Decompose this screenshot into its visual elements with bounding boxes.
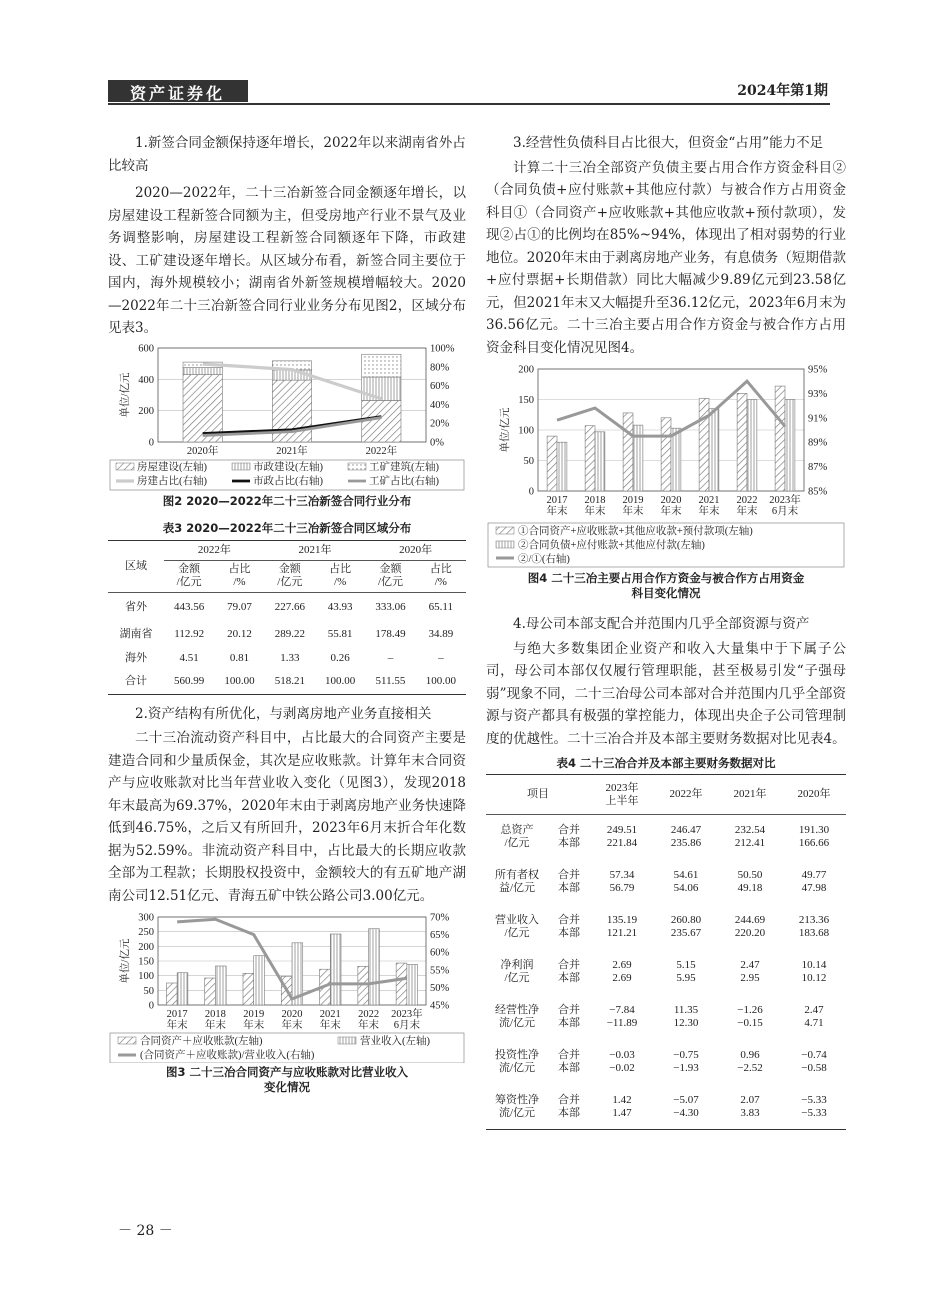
- t3-region-cell: 合计: [125, 675, 147, 688]
- t4-scope: 合并 本部: [558, 1004, 580, 1029]
- legend-label: 营业收入(左轴): [360, 1036, 430, 1047]
- bar: [205, 978, 216, 1005]
- x-tick-label: 2023年: [769, 495, 801, 506]
- y2-tick-label: 85%: [808, 486, 828, 498]
- x-tick-label: 2021: [319, 1009, 341, 1020]
- t3-region-cell: 海外: [125, 651, 147, 664]
- t4-item-name: 总资产 /亿元: [500, 824, 534, 850]
- t4-period-2022: 2022年: [669, 788, 703, 800]
- t3-row: [108, 670, 466, 694]
- x-tick-label: 2018: [584, 495, 606, 506]
- bar: [785, 400, 795, 492]
- y2-tick-label: 0%: [430, 437, 444, 448]
- bar: [396, 963, 407, 1005]
- t4-row: [486, 815, 846, 860]
- bar-segment: [362, 376, 401, 400]
- x-tick-label: 2020: [281, 1009, 303, 1020]
- t4-value-cell: 2.07 3.83: [740, 1093, 760, 1119]
- y2-tick-label: 60%: [430, 380, 450, 392]
- x-tick-label: 2019: [622, 495, 644, 506]
- t4-value-cell: 10.14 10.12: [801, 959, 827, 984]
- t3-value-cell: 518.21: [274, 675, 305, 688]
- t4-item-name: 营业收入 /亿元: [495, 914, 539, 939]
- t3-year-2022: 2022年: [164, 540, 265, 560]
- t4-value-cell: 5.15 5.95: [676, 959, 696, 984]
- y-tick-label: 100: [518, 425, 534, 437]
- legend-swatch: [348, 463, 366, 470]
- t3-sub-share: 占比 /%: [429, 563, 452, 588]
- x-tick-label: 2021: [698, 495, 720, 506]
- figure-2-caption: 图2 2020—2022年二十三冶新签合同行业分布: [162, 493, 412, 508]
- table-3-caption: 表3 2020—2022年二十三冶新签合同区域分布: [162, 520, 412, 535]
- bar: [737, 393, 747, 491]
- y-axis-label: 单位/亿元: [500, 407, 511, 453]
- legend-label: 工矿占比(右轴): [369, 475, 439, 487]
- legend-label: (合同资产＋应收账款)/营业收入(右轴): [140, 1050, 315, 1061]
- y-tick-label: 150: [138, 956, 154, 968]
- legend-label: ②/①(右轴): [518, 554, 570, 565]
- x-tick-label: 年末: [736, 506, 758, 517]
- t4-item-name: 投资性净 流/亿元: [495, 1049, 539, 1074]
- y-tick-label: 250: [138, 927, 154, 939]
- x-tick-label: 年末: [358, 1020, 380, 1031]
- x-tick-label: 年末: [166, 1020, 188, 1031]
- t3-value-cell: 511.55: [375, 675, 406, 688]
- y-tick-label: 0: [528, 486, 534, 498]
- t4-value-cell: 57.34 56.79: [609, 869, 635, 894]
- t4-item-name: 经营性净 流/亿元: [495, 1004, 539, 1029]
- y2-tick-label: 91%: [808, 413, 828, 425]
- x-tick-label: 6月末: [393, 1020, 420, 1031]
- bar: [166, 983, 177, 1005]
- t4-value-cell: −0.74 −0.58: [801, 1049, 827, 1074]
- x-tick-label: 年末: [281, 1020, 303, 1031]
- legend-label: ①合同资产+应收账款+其他应收款+预付款项(左轴): [518, 526, 753, 537]
- t4-value-cell: −0.75 −1.93: [673, 1049, 699, 1074]
- legend-swatch: [118, 1037, 136, 1044]
- t3-value-cell: –: [387, 651, 394, 664]
- legend-swatch: [338, 1037, 356, 1044]
- legend-swatch: [496, 541, 514, 548]
- bar: [330, 934, 341, 1005]
- t3-value-cell: 178.49: [375, 627, 406, 640]
- t3-value-cell: 100.00: [425, 675, 456, 688]
- y2-tick-label: 45%: [430, 1000, 450, 1012]
- t4-value-cell: −7.84 −11.89: [606, 1004, 638, 1029]
- y-tick-label: 300: [138, 913, 154, 924]
- section-3-paragraph: 计算二十三冶全部资产负债主要占用合作方资金科目②（合同负债+应付账款+其他应付款）与被合作方占用资金科目①（合同资产+应收账款+其他应收款+预付款项），发现②占①的比例均在85%~94%，体现出了相对弱势的行业地位。2020年末由于剥离房地产业务，有息债务（短期借款+应付票据+长期借款）同比大幅减少9.89亿元到23.58亿元，但2021年末又大幅提升至36.12亿元，2023年6月末为36.56亿元。二十三冶主要占用合作方资金与被合作方占用资金科目变化情况见图4。: [486, 159, 846, 356]
- y-tick-label: 200: [138, 405, 154, 417]
- bar: [775, 386, 785, 491]
- t3-sub-share: 占比 /%: [228, 563, 251, 588]
- bar: [623, 413, 633, 491]
- bar: [358, 966, 369, 1005]
- x-tick-label: 年末: [243, 1020, 265, 1031]
- legend-label: 房建占比(右轴): [137, 475, 207, 487]
- y2-tick-label: 80%: [430, 361, 450, 373]
- y-tick-label: 0: [148, 437, 154, 448]
- legend-label: 市政占比(右轴): [253, 475, 323, 487]
- bar-segment: [362, 354, 401, 377]
- x-tick-label: 年末: [204, 1020, 226, 1031]
- bar-segment: [362, 400, 401, 442]
- t4-period-2021: 2021年: [733, 788, 767, 800]
- t4-period-2020: 2020年: [797, 788, 831, 800]
- t3-row: [108, 622, 466, 646]
- y-tick-label: 400: [138, 374, 154, 386]
- right-column: [486, 132, 846, 1130]
- section-2-paragraph: 二十三冶流动资产科目中，占比最大的合同资产主要是建造合同和少量质保金，其次是应收账款。计算年末合同资产与应收账款对比当年营业收入变化（见图3），发现2018年末最高为69.37%，2020年末由于剥离房地产业务快速降低到46.75%，之后又有所回升，2023年6月末折合年化数据为52.59%。非流动资产科目中，占比最大的长期应收款全部为工程款；长期股权投资中，金额较大的有五矿地产湖南公司12.51亿元、青海五矿中铁公路公司3.00亿元。: [108, 730, 466, 904]
- y2-tick-label: 95%: [808, 364, 828, 376]
- section-4-heading: 4.母公司本部支配合并范围内几乎全部资源与资产: [513, 616, 810, 632]
- t4-value-cell: 246.47 235.86: [670, 824, 702, 850]
- t3-value-cell: 0.26: [330, 651, 350, 664]
- t3-sub-amount: 金额 /亿元: [277, 563, 303, 588]
- bar: [747, 400, 757, 492]
- t3-year-2020: 2020年: [365, 540, 466, 560]
- t4-period-2023h1: 2023年 上半年: [605, 781, 639, 807]
- section-1-heading: 1.新签合同金额保持逐年增长，2022年以来湖南省外占比较高: [108, 135, 466, 174]
- t3-value-cell: 100.00: [224, 675, 255, 688]
- t3-value-cell: 55.81: [327, 627, 353, 640]
- y-tick-label: 50: [523, 456, 534, 467]
- y-tick-label: 200: [138, 941, 154, 953]
- bar: [547, 436, 557, 491]
- x-tick-label: 6月末: [771, 506, 799, 517]
- t3-value-cell: 443.56: [174, 600, 205, 613]
- figure-2-chart: [108, 344, 466, 492]
- y2-tick-label: 60%: [430, 947, 450, 959]
- t4-scope: 合并 本部: [558, 1049, 580, 1074]
- t3-sub-amount: 金额 /亿元: [176, 563, 202, 588]
- t3-value-cell: 20.12: [227, 627, 252, 640]
- bar: [215, 966, 226, 1005]
- y2-tick-label: 100%: [430, 343, 455, 354]
- y2-tick-label: 55%: [430, 965, 450, 977]
- issue-label: 2024年第1期: [737, 83, 828, 99]
- t4-value-cell: 2.69 2.69: [612, 959, 632, 984]
- x-tick-label: 2022年: [365, 445, 398, 457]
- t4-value-cell: 260.80 235.67: [670, 914, 702, 939]
- y-tick-label: 100: [138, 971, 154, 983]
- t4-row: [486, 1085, 846, 1130]
- t3-value-cell: 112.92: [174, 627, 205, 640]
- x-tick-label: 年末: [660, 506, 682, 517]
- legend-label: 房屋建设(左轴): [137, 461, 207, 473]
- section-2-heading: 2.资产结构有所优化，与剥离房地产业务直接相关: [135, 705, 432, 722]
- t4-value-cell: 54.61 54.06: [673, 869, 699, 894]
- t3-region-cell: 湖南省: [119, 627, 153, 640]
- legend-swatch: [232, 463, 250, 470]
- x-tick-label: 2018: [204, 1009, 226, 1020]
- bar: [177, 973, 188, 1005]
- x-tick-label: 年末: [698, 506, 720, 517]
- x-tick-label: 年末: [584, 506, 606, 517]
- t3-row: [108, 592, 466, 622]
- t4-value-cell: 11.35 12.30: [673, 1004, 699, 1029]
- x-tick-label: 2021年: [276, 445, 308, 457]
- bar: [585, 426, 595, 491]
- x-tick-label: 2023年: [391, 1009, 423, 1020]
- t4-value-cell: 0.96 −2.52: [737, 1049, 763, 1074]
- bar: [595, 432, 605, 491]
- legend-label: ②合同负债+应付账款+其他应付款(左轴): [518, 540, 705, 551]
- t3-row: [108, 646, 466, 670]
- left-column: [108, 132, 466, 1095]
- bar: [709, 409, 719, 491]
- x-tick-label: 年末: [622, 506, 644, 517]
- y-tick-label: 0: [148, 1000, 154, 1012]
- journal-title: 资产证券化: [108, 80, 248, 102]
- y-axis-label: 单位/亿元: [120, 938, 131, 984]
- t3-value-cell: 65.11: [428, 600, 453, 613]
- t4-scope: 合并 本部: [558, 914, 580, 939]
- bar: [243, 973, 254, 1005]
- x-tick-label: 2019: [243, 1009, 265, 1020]
- t4-value-cell: 135.19 121.21: [606, 914, 638, 939]
- t4-value-cell: 244.69 220.20: [734, 914, 766, 939]
- t4-item-header: 项目: [527, 788, 549, 800]
- t4-row: [486, 905, 846, 950]
- table-4: [486, 774, 846, 1130]
- t3-sub-amount: 金额 /亿元: [377, 563, 403, 588]
- t3-value-cell: 100.00: [325, 675, 356, 688]
- t4-value-cell: 50.50 49.18: [737, 869, 763, 894]
- t3-value-cell: 333.06: [375, 600, 406, 613]
- t3-sub-share: 占比 /%: [329, 563, 352, 588]
- bar: [369, 929, 380, 1005]
- y-tick-label: 150: [518, 395, 534, 406]
- bar: [671, 428, 681, 491]
- t4-value-cell: 232.54 212.41: [734, 824, 766, 850]
- t4-value-cell: −1.26 −0.15: [737, 1004, 763, 1029]
- t3-year-2021: 2021年: [265, 540, 366, 560]
- t4-scope: 合并 本部: [558, 869, 580, 894]
- t3-value-cell: 560.99: [174, 675, 205, 688]
- t4-value-cell: 2.47 4.71: [804, 1004, 824, 1029]
- legend-label: 工矿建筑(左轴): [369, 461, 439, 473]
- t3-region-cell: 省外: [125, 600, 147, 613]
- t4-scope: 合并 本部: [558, 1093, 580, 1119]
- x-tick-label: 2022: [358, 1009, 380, 1020]
- header-rule: [108, 103, 830, 105]
- t4-value-cell: 191.30 166.66: [798, 824, 830, 850]
- bar: [699, 398, 709, 491]
- t3-value-cell: 79.07: [227, 600, 252, 613]
- x-tick-label: 2022: [736, 495, 758, 506]
- legend-swatch: [116, 463, 134, 470]
- x-tick-label: 年末: [319, 1020, 341, 1031]
- y2-tick-label: 50%: [430, 982, 450, 994]
- t4-item-name: 所有者权 益/亿元: [495, 869, 539, 894]
- t4-value-cell: −5.07 −4.30: [673, 1093, 699, 1119]
- section-1-paragraph: 2020—2022年，二十三冶新签合同金额逐年增长，以房屋建设工程新签合同额为主，但受房地产行业不景气及业务调整影响，房屋建设工程新签合同额逐年下降，市政建设、工矿建设逐年增长。从区域分布看，新签合同主要位于国内，海外规模较小；湖南省外新签规模增幅较大。2020—2022年二十三冶新签合同行业业务分布见图2，区域分布见表3。: [108, 185, 466, 336]
- bar: [254, 956, 265, 1005]
- section-3-heading: 3.经营性负债科目占比很大，但资金“占用”能力不足: [513, 135, 824, 151]
- t4-value-cell: −5.33 −5.33: [801, 1093, 827, 1119]
- bar: [661, 418, 671, 491]
- t4-row: [486, 950, 846, 995]
- t3-value-cell: 227.66: [274, 600, 305, 613]
- bar: [407, 965, 418, 1005]
- t4-scope: 合并 本部: [558, 959, 580, 984]
- page-number: － 28 －: [118, 1223, 173, 1239]
- table-4-caption: 表4 二十三冶合并及本部主要财务数据对比: [556, 756, 776, 770]
- t4-item-name: 净利润 /亿元: [500, 959, 534, 984]
- t3-value-cell: –: [438, 651, 444, 664]
- legend-swatch: [496, 527, 514, 534]
- y-axis-label: 单位/亿元: [120, 372, 131, 417]
- bar: [557, 442, 567, 491]
- legend-label: 合同资产＋应收账款(左轴): [140, 1036, 263, 1047]
- t3-value-cell: 4.51: [179, 651, 199, 664]
- t3-value-cell: 34.89: [428, 627, 454, 640]
- y-tick-label: 50: [143, 985, 154, 997]
- y2-tick-label: 65%: [430, 930, 450, 942]
- y2-tick-label: 70%: [430, 913, 450, 924]
- t4-row: [486, 995, 846, 1040]
- figure-3-chart: [108, 913, 466, 1063]
- t4-value-cell: 213.36 183.68: [798, 914, 830, 939]
- y2-tick-label: 87%: [808, 462, 828, 474]
- section-4-paragraph: 与绝大多数集团企业资产和收入大量集中于下属子公司，母公司本部仅仅履行管理职能，甚至极易引发“子强母弱”现象不同，二十三冶母公司本部对合并范围内几乎全部资源与资产都具有极强的掌控能力，体现出央企子公司管理制度的优越性。二十三冶合并及本部主要财务数据对比见表4。: [486, 640, 846, 747]
- bar-segment: [183, 367, 222, 374]
- t3-region-header: 区域: [125, 559, 147, 572]
- t4-scope: 合并 本部: [558, 824, 580, 850]
- y2-tick-label: 20%: [430, 418, 450, 430]
- t3-value-cell: 0.81: [229, 651, 250, 664]
- y2-tick-label: 89%: [808, 437, 828, 449]
- x-tick-label: 2017: [166, 1009, 188, 1020]
- y-tick-label: 200: [518, 364, 534, 376]
- figure-4-chart: [486, 363, 846, 569]
- y2-tick-label: 40%: [430, 399, 450, 411]
- t4-row: [486, 1040, 846, 1085]
- x-tick-label: 2017: [546, 495, 568, 506]
- t3-value-cell: 1.33: [280, 651, 300, 664]
- t3-value-cell: 43.93: [327, 600, 353, 613]
- table-3: [108, 540, 466, 695]
- t4-value-cell: 249.51 221.84: [606, 824, 638, 850]
- t3-value-cell: 289.22: [274, 627, 305, 640]
- t4-value-cell: 2.47 2.95: [740, 959, 760, 984]
- x-tick-label: 2020年: [186, 445, 219, 457]
- figure-3-caption: 图3 二十三冶合同资产与应收账款对比营业收入 变化情况: [165, 1065, 408, 1094]
- x-tick-label: 年末: [546, 506, 568, 517]
- y2-tick-label: 93%: [808, 388, 828, 400]
- t4-item-name: 筹资性净 流/亿元: [495, 1093, 539, 1119]
- x-tick-label: 2020: [660, 495, 682, 506]
- figure-4-caption: 图4 二十三冶主要占用合作方资金与被合作方占用资金 科目变化情况: [527, 571, 805, 600]
- legend-label: 市政建设(左轴): [253, 461, 323, 473]
- t4-value-cell: 1.42 1.47: [612, 1093, 632, 1119]
- y-tick-label: 600: [138, 343, 154, 354]
- t4-value-cell: −0.03 −0.02: [609, 1049, 635, 1074]
- t4-row: [486, 860, 846, 905]
- t4-value-cell: 49.77 47.98: [801, 869, 827, 894]
